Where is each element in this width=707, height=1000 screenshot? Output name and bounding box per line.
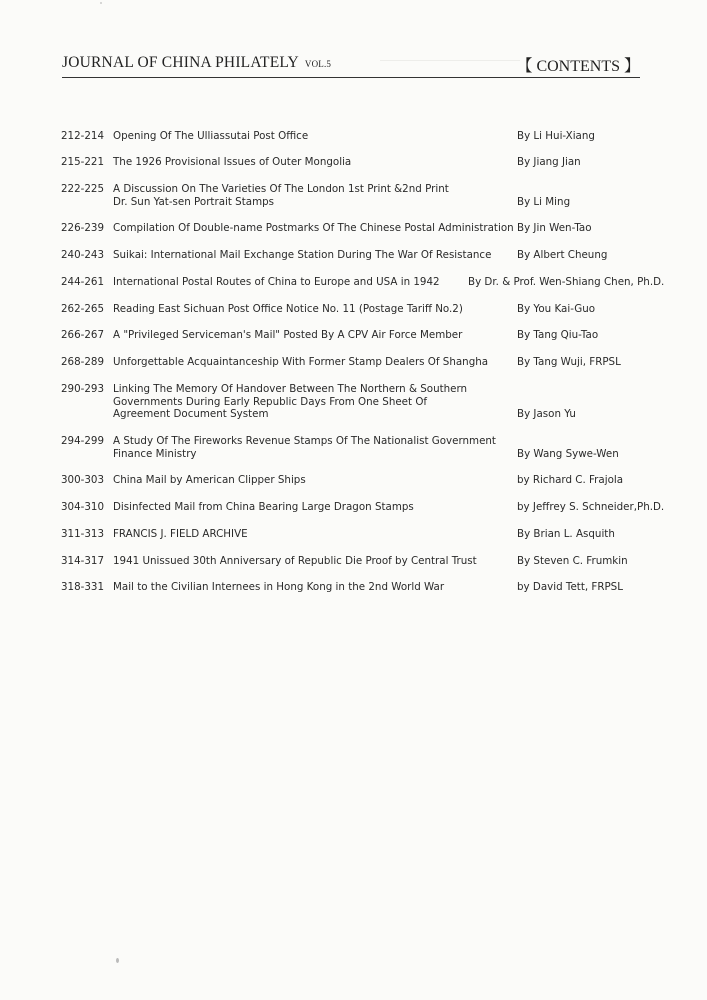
article-title (113, 329, 508, 342)
page-range: 304-310 (61, 501, 105, 513)
article-title-line: Unforgettable Acquaintanceship With Former Stamp Dealers Of Shangha (113, 356, 489, 368)
page-range: 222-225 (61, 183, 105, 195)
article-author: By Tang Wuji, FRPSL (517, 356, 621, 368)
volume-label: VOL.5 (304, 59, 332, 69)
article-author: By Tang Qiu-Tao (517, 329, 599, 341)
article-title-line: Compilation Of Double-name Postmarks Of The Chinese Postal Administration (113, 222, 514, 234)
article-author: By Brian L. Asquith (517, 528, 615, 540)
article-author: by David Tett, FRPSL (517, 581, 623, 593)
article-title-line: Linking The Memory Of Handover Between The Northern & Southern (113, 383, 468, 395)
article-title-line: Suikai: International Mail Exchange Station During The War Of Resistance (113, 249, 492, 261)
article-author: By Wang Sywe-Wen (517, 447, 619, 460)
article-author: By Li Hui-Xiang (517, 130, 595, 142)
article-title-line: A Study Of The Fireworks Revenue Stamps Of The Nationalist Government (113, 435, 496, 447)
article-title (113, 501, 508, 514)
scan-speck (100, 2, 102, 4)
page-range: 268-289 (61, 356, 105, 368)
article-title (113, 183, 508, 208)
article-title-line: Governments During Early Republic Days From One Sheet Of (113, 395, 428, 408)
article-title (113, 383, 508, 421)
page-range: 314-317 (61, 555, 105, 567)
article-title-line: Disinfected Mail from China Bearing Large Dragon Stamps (113, 501, 414, 513)
page-range: 290-293 (61, 383, 105, 395)
journal-title: JOURNAL OF CHINA PHILATELY VOL.5 (62, 54, 332, 71)
article-author: By Albert Cheung (517, 249, 608, 261)
article-title (113, 249, 508, 262)
article-title (113, 435, 508, 460)
article-author: by Jeffrey S. Schneider,Ph.D. (517, 501, 665, 513)
article-title (113, 474, 508, 487)
article-title (113, 130, 508, 143)
article-title-line: Agreement Document System (113, 408, 269, 420)
page-range: 266-267 (61, 329, 105, 341)
article-title-line: FRANCIS J. FIELD ARCHIVE (113, 528, 248, 540)
article-author: by Richard C. Frajola (517, 474, 624, 486)
article-title (113, 528, 508, 541)
page-range: 212-214 (61, 130, 105, 142)
article-title-line: 1941 Unissued 30th Anniversary of Republic Die Proof by Central Trust (113, 555, 477, 567)
article-title (113, 555, 508, 568)
page-range: 240-243 (61, 249, 105, 261)
article-author: By Steven C. Frumkin (517, 555, 628, 567)
article-title (113, 581, 508, 594)
article-author: By Jiang Jian (517, 156, 581, 168)
header-rule (62, 77, 640, 78)
page-range: 294-299 (61, 435, 105, 447)
article-title-line: A Discussion On The Varieties Of The London 1st Print &2nd Print (113, 183, 449, 195)
article-author: By Jason Yu (517, 408, 576, 420)
article-title (113, 303, 508, 316)
article-author: By Jin Wen-Tao (517, 222, 592, 234)
article-title-line: Dr. Sun Yat-sen Portrait Stamps (113, 195, 274, 208)
article-title-line: Mail to the Civilian Internees in Hong Kong in the 2nd World War (113, 581, 445, 593)
article-author: By You Kai-Guo (517, 303, 596, 315)
article-title-line: Reading East Sichuan Post Office Notice No. 11 (Postage Tariff No.2) (113, 303, 463, 315)
article-title-line: The 1926 Provisional Issues of Outer Mongolia (113, 156, 352, 168)
page-range: 262-265 (61, 303, 105, 315)
contents-label: 【 CONTENTS 】 (516, 58, 640, 75)
page-range: 215-221 (61, 156, 105, 168)
article-title (113, 222, 514, 235)
page-range: 226-239 (61, 222, 105, 234)
article-author: By Li Ming (517, 195, 571, 208)
article-title (113, 156, 508, 169)
article-author: By Dr. & Prof. Wen-Shiang Chen, Ph.D. (468, 276, 665, 288)
article-title-line: Finance Ministry (113, 447, 197, 460)
article-title (113, 276, 508, 289)
page-range: 318-331 (61, 581, 105, 593)
article-title-line: China Mail by American Clipper Ships (113, 474, 306, 486)
page-range: 311-313 (61, 528, 105, 540)
article-title (113, 356, 508, 369)
scan-speck (116, 958, 119, 963)
article-title-line: A "Privileged Serviceman's Mail" Posted By A CPV Air Force Member (113, 329, 463, 341)
page-range: 244-261 (61, 276, 105, 288)
page-range: 300-303 (61, 474, 105, 486)
article-title-line: Opening Of The Ulliassutai Post Office (113, 130, 309, 142)
article-title-line: International Postal Routes of China to Europe and USA in 1942 (113, 276, 440, 288)
page-header (62, 54, 640, 78)
